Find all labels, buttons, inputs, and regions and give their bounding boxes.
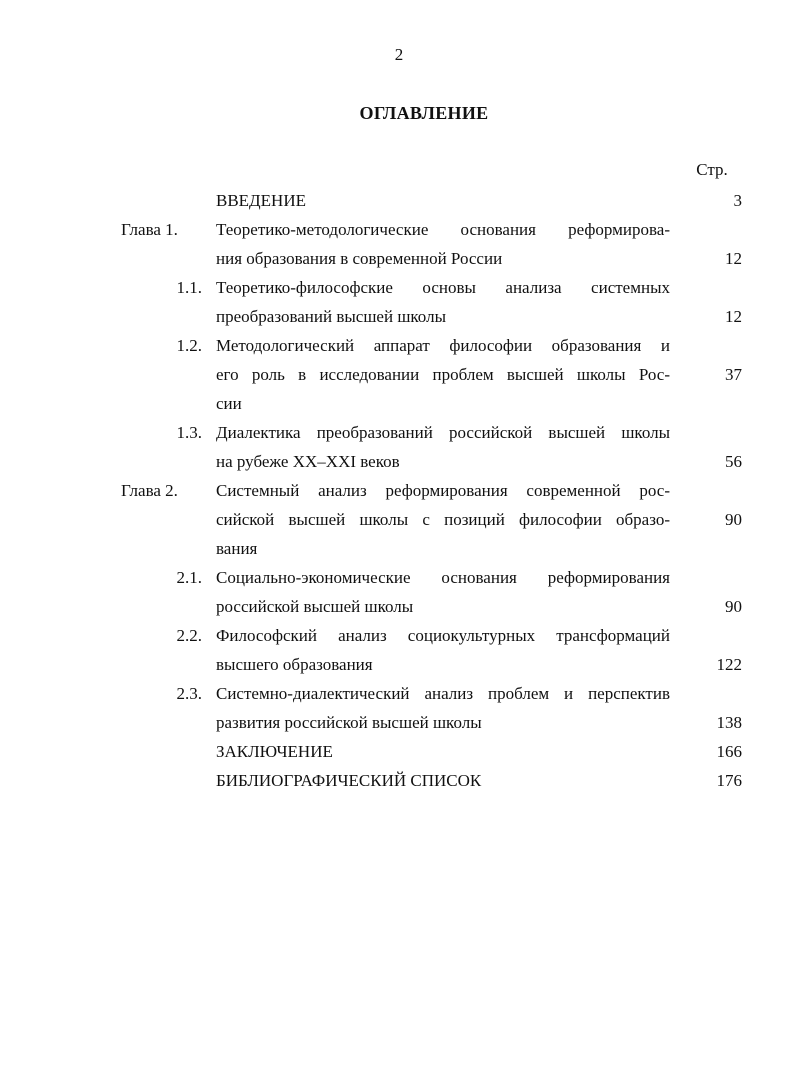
- toc-entry-text-line: БИБЛИОГРАФИЧЕСКИЙ СПИСОК: [216, 771, 482, 790]
- toc-entry-text-line: на рубеже XX–XXI веков: [216, 452, 400, 471]
- toc-entry-text-line: Системный анализ реформирования современной рос-: [216, 481, 670, 500]
- toc-entry-page: 90: [725, 597, 742, 616]
- page-title: ОГЛАВЛЕНИЕ: [359, 103, 489, 123]
- toc-entry[interactable]: [0, 331, 798, 418]
- page-number: 2: [394, 45, 404, 64]
- toc-entry[interactable]: [0, 679, 798, 737]
- toc-entry-number: 1.1.: [176, 278, 202, 297]
- toc-entry-text-line: ЗАКЛЮЧЕНИЕ: [216, 742, 333, 761]
- toc-entry-text-line: ВВЕДЕНИЕ: [216, 191, 306, 210]
- toc-entry[interactable]: [0, 621, 798, 679]
- toc-entry[interactable]: [0, 476, 798, 563]
- toc-entry-text-line: Диалектика преобразований российской высшей школы: [216, 423, 670, 442]
- toc-entry-text-line: Системно-диалектический анализ проблем и перспектив: [216, 684, 670, 703]
- toc-entry-page: 12: [725, 249, 742, 268]
- toc-entry-text-line: Социально-экономические основания реформирования: [216, 568, 670, 587]
- toc-entry-text-line: сийской высшей школы с позиций философии образо-: [216, 510, 670, 529]
- toc-entry-text-line: преобразований высшей школы: [216, 307, 446, 326]
- toc-entry-text-line: вания: [216, 539, 258, 558]
- toc-entry-text-line: Методологический аппарат философии образования и: [216, 336, 670, 355]
- toc-entry[interactable]: [0, 418, 798, 476]
- toc-entry-text-line: развития российской высшей школы: [216, 713, 482, 732]
- toc-entry-page: 138: [716, 713, 742, 732]
- toc-entry-text-line: Теоретико-философские основы анализа системных: [216, 278, 670, 297]
- toc-entry-number: Глава 1.: [121, 220, 178, 239]
- toc-entry-page: 122: [716, 655, 742, 674]
- toc-entry[interactable]: [0, 186, 798, 215]
- toc-entry-number: Глава 2.: [121, 481, 178, 500]
- toc-entry-text-line: сии: [216, 394, 242, 413]
- toc-entry[interactable]: [0, 273, 798, 331]
- toc-entry-page: 90: [725, 510, 742, 529]
- table-of-contents: [0, 186, 798, 795]
- toc-entry-text-line: его роль в исследовании проблем высшей школы Рос-: [216, 365, 670, 384]
- toc-entry-text-line: Теоретико-методологические основания реформирова-: [216, 220, 670, 239]
- toc-entry-text-line: российской высшей школы: [216, 597, 414, 616]
- toc-entry[interactable]: [0, 737, 798, 766]
- toc-entry-number: 2.2.: [176, 626, 202, 645]
- toc-entry-number: 1.3.: [176, 423, 202, 442]
- toc-entry-number: 2.1.: [176, 568, 202, 587]
- toc-entry-page: 176: [716, 771, 742, 790]
- toc-entry-page: 37: [725, 365, 742, 384]
- toc-entry[interactable]: [0, 766, 798, 795]
- toc-entry-page: 12: [725, 307, 742, 326]
- toc-entry-text-line: высшего образования: [216, 655, 373, 674]
- toc-entry-page: 56: [725, 452, 742, 471]
- toc-entry-page: 3: [733, 191, 742, 210]
- toc-entry-text-line: ния образования в современной России: [216, 249, 503, 268]
- toc-entry-page: 166: [716, 742, 742, 761]
- pages-column-header: Стр.: [696, 160, 728, 179]
- toc-entry-number: 1.2.: [176, 336, 202, 355]
- toc-entry-text-line: Философский анализ социокультурных трансформаций: [216, 626, 670, 645]
- toc-entry-number: 2.3.: [176, 684, 202, 703]
- toc-entry[interactable]: [0, 215, 798, 273]
- toc-entry[interactable]: [0, 563, 798, 621]
